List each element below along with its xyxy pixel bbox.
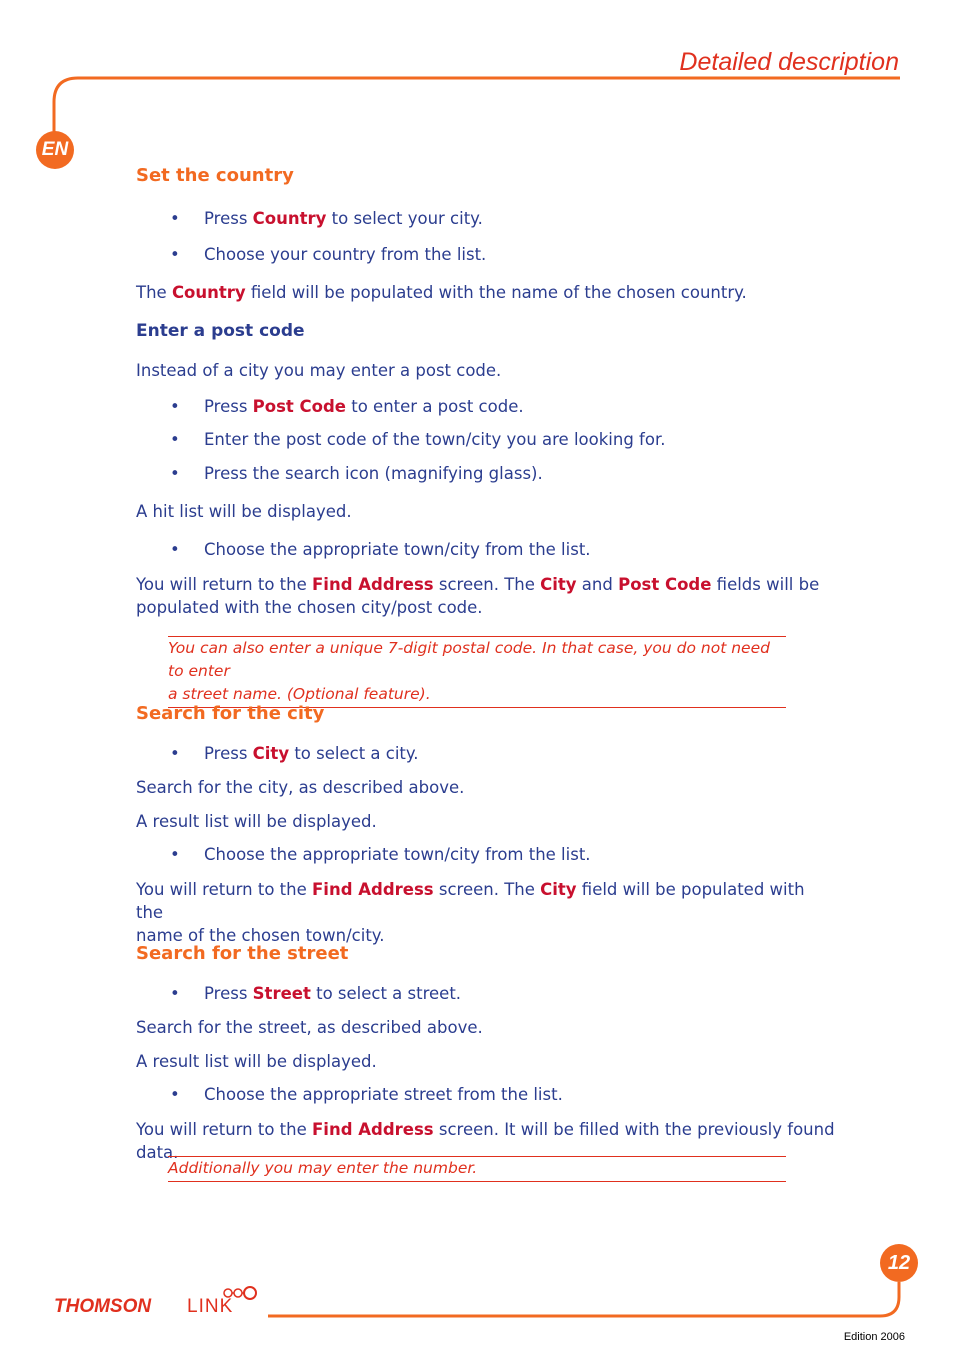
keyword-find-address: Find Address [312, 1120, 434, 1139]
bullet-icon: • [170, 744, 180, 763]
note-box: You can also enter a unique 7-digit postal code. In that case, you do not need to enter a street name. (Optional feature). [168, 636, 786, 708]
top-frame-line [54, 78, 900, 134]
list-item: • Press Country to select your city. [170, 209, 483, 228]
heading-set-country: Set the country [136, 165, 294, 186]
list-item: • Press Post Code to enter a post code. [170, 397, 524, 416]
keyword-find-address: Find Address [312, 575, 434, 594]
bullet-icon: • [170, 397, 180, 416]
list-item: • Enter the post code of the town/city you are looking for. [170, 430, 666, 449]
paragraph: You will return to the Find Address screen. The City and Post Code fields will be populated with the chosen city/post code. [136, 575, 820, 617]
bullet-icon: • [170, 845, 180, 864]
paragraph: The Country field will be populated with the name of the chosen country. [136, 283, 747, 302]
logo-circle-small-2 [234, 1289, 242, 1297]
keyword-find-address: Find Address [312, 880, 434, 899]
language-badge: EN [36, 131, 74, 169]
paragraph: You will return to the Find Address screen. It will be filled with the previously found data. [136, 1120, 835, 1162]
list-item: • Choose the appropriate town/city from the list. [170, 845, 591, 864]
logo-circle-large [244, 1287, 256, 1299]
bullet-icon: • [170, 245, 180, 264]
list-item: • Press City to select a city. [170, 744, 419, 763]
keyword-country: Country [252, 209, 327, 228]
list-item: • Choose the appropriate street from the list. [170, 1085, 563, 1104]
heading-search-street: Search for the street [136, 943, 349, 964]
note-box: Additionally you may enter the number. [168, 1156, 786, 1182]
heading-enter-post-code: Enter a post code [136, 321, 305, 341]
list-item: • Press Street to select a street. [170, 984, 462, 1003]
keyword-country: Country [171, 283, 246, 302]
bottom-frame-line [268, 1282, 899, 1316]
list-item: • Choose your country from the list. [170, 245, 487, 264]
page-title: Detailed description [679, 48, 899, 76]
bullet-icon: • [170, 209, 180, 228]
keyword-post-code: Post Code [252, 397, 346, 416]
paragraph: A hit list will be displayed. [136, 502, 352, 521]
paragraph: Instead of a city you may enter a post code. [136, 361, 502, 380]
bullet-icon: • [170, 1085, 180, 1104]
bullet-icon: • [170, 430, 180, 449]
brand-logo-text: THOMSON [54, 1296, 152, 1317]
keyword-post-code: Post Code [618, 575, 712, 594]
keyword-city: City [540, 575, 577, 594]
paragraph: A result list will be displayed. [136, 1052, 377, 1071]
keyword-city: City [540, 880, 577, 899]
list-item: • Press the search icon (magnifying glass). [170, 464, 543, 483]
paragraph: A result list will be displayed. [136, 812, 377, 831]
bullet-icon: • [170, 464, 180, 483]
heading-search-city: Search for the city [136, 703, 325, 724]
page-number-badge: 12 [880, 1244, 918, 1282]
paragraph: Search for the city, as described above. [136, 778, 465, 797]
bullet-icon: • [170, 984, 180, 1003]
bullet-icon: • [170, 540, 180, 559]
keyword-city: City [252, 744, 290, 763]
edition-label: Edition 2006 [843, 1331, 905, 1343]
paragraph: Search for the street, as described above. [136, 1018, 483, 1037]
brand-logo-sub: LINK [187, 1296, 234, 1317]
keyword-street: Street [252, 984, 311, 1003]
paragraph: You will return to the Find Address screen. The City field will be populated with the name of the chosen town/city. [136, 880, 805, 945]
list-item: • Choose the appropriate town/city from the list. [170, 540, 591, 559]
